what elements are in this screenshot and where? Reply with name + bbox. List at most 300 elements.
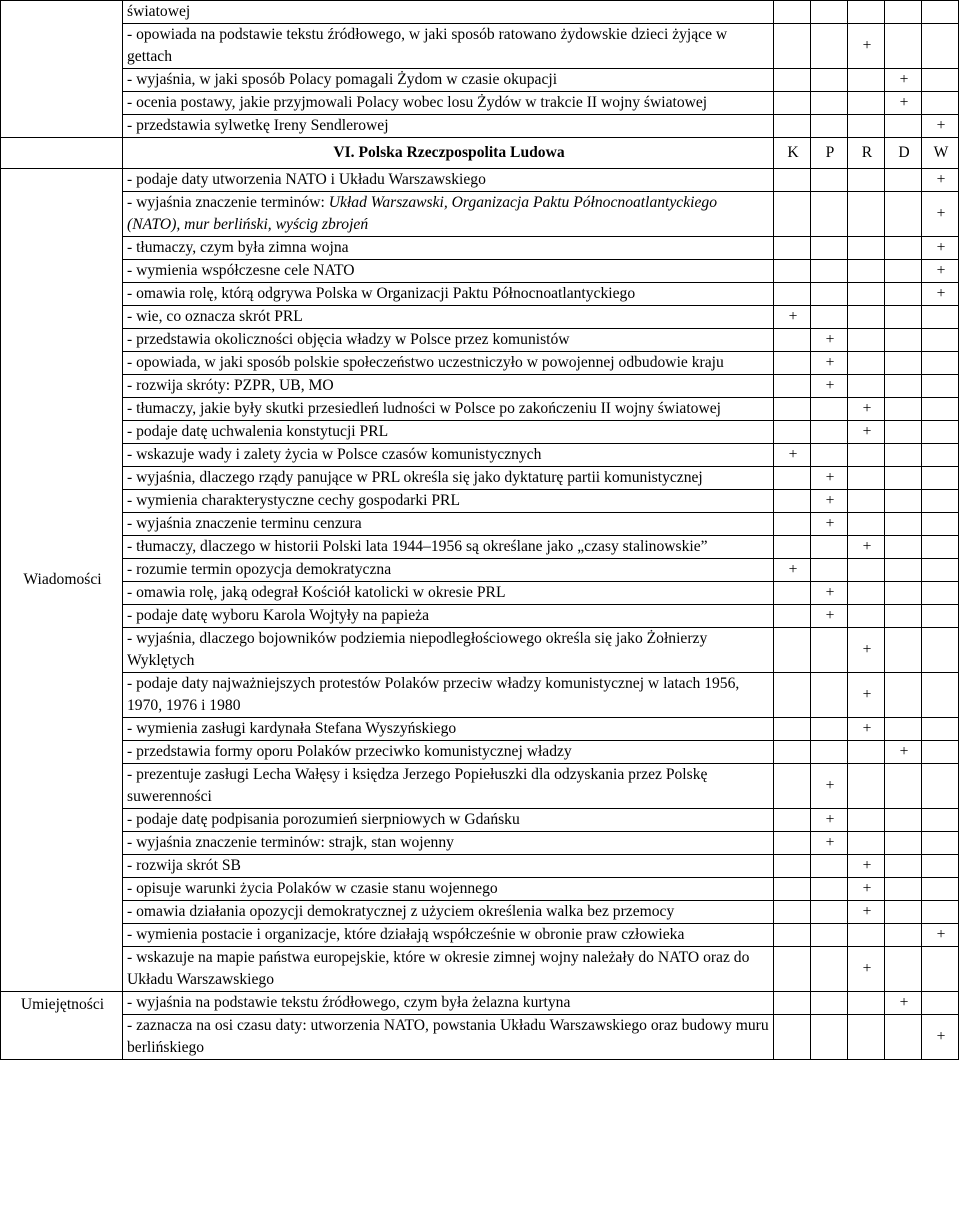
level-cell-r — [848, 260, 885, 283]
level-cell-r — [848, 421, 885, 444]
plus-mark: + — [899, 94, 909, 111]
level-cell-w — [922, 375, 959, 398]
level-cell-w — [922, 1, 959, 24]
table-row — [1, 69, 959, 92]
level-cell-k — [774, 878, 811, 901]
requirement-label: - tłumaczy, jakie były skutki przesiedleń ludności w Polsce po zakończeniu II wojny światowej — [127, 400, 721, 417]
plus-mark: + — [788, 446, 798, 463]
table-row — [1, 764, 959, 809]
table-row — [1, 467, 959, 490]
plus-mark: + — [862, 37, 872, 54]
requirement-label: - podaje datę podpisania porozumień sierpniowych w Gdańsku — [127, 811, 520, 828]
table-row — [1, 832, 959, 855]
level-cell-w — [922, 628, 959, 673]
level-cell-k — [774, 901, 811, 924]
requirement-text — [123, 947, 774, 992]
requirement-label: - ocenia postawy, jakie przyjmowali Polacy wobec losu Żydów w trakcie II wojny światowej — [127, 94, 708, 111]
level-cell-d — [885, 992, 922, 1015]
plus-mark: + — [788, 308, 798, 325]
plus-mark: + — [936, 171, 946, 188]
level-cell-k — [774, 559, 811, 582]
level-header-k: K — [774, 138, 811, 169]
plus-mark: + — [825, 777, 835, 794]
level-cell-r — [848, 1, 885, 24]
requirement-label: - omawia rolę, jaką odegrał Kościół katolicki w okresie PRL — [127, 584, 506, 601]
level-cell-w — [922, 237, 959, 260]
level-cell-p — [811, 69, 848, 92]
level-cell-w — [922, 444, 959, 467]
level-cell-r — [848, 24, 885, 69]
level-cell-w — [922, 306, 959, 329]
plus-mark: + — [825, 469, 835, 486]
table-row — [1, 901, 959, 924]
requirement-text — [123, 741, 774, 764]
requirement-text — [123, 421, 774, 444]
level-header-w: W — [922, 138, 959, 169]
requirement-text — [123, 628, 774, 673]
requirement-text — [123, 69, 774, 92]
requirement-label: - wymienia współczesne cele NATO — [127, 262, 355, 279]
level-cell-p — [811, 115, 848, 138]
table-row — [1, 352, 959, 375]
level-cell-w — [922, 809, 959, 832]
requirement-text — [123, 605, 774, 628]
level-cell-d — [885, 283, 922, 306]
level-cell-p — [811, 832, 848, 855]
requirement-label: - rozumie termin opozycja demokratyczna — [127, 561, 392, 578]
level-cell-d — [885, 855, 922, 878]
level-cell-p — [811, 490, 848, 513]
requirement-text — [123, 878, 774, 901]
level-cell-w — [922, 352, 959, 375]
level-cell-k — [774, 741, 811, 764]
level-cell-k — [774, 855, 811, 878]
requirement-label: - podaje datę uchwalenia konstytucji PRL — [127, 423, 389, 440]
level-cell-r — [848, 605, 885, 628]
plus-mark: + — [862, 538, 872, 555]
table-row — [1, 582, 959, 605]
requirement-text — [123, 444, 774, 467]
level-cell-d — [885, 237, 922, 260]
level-cell-p — [811, 718, 848, 741]
level-cell-d — [885, 559, 922, 582]
table-row — [1, 444, 959, 467]
level-cell-k — [774, 92, 811, 115]
requirement-text — [123, 115, 774, 138]
requirement-label: - wymienia postacie i organizacje, które działają współcześnie w obronie praw człowieka — [127, 926, 685, 943]
plus-mark: + — [899, 994, 909, 1011]
table-row — [1, 513, 959, 536]
level-cell-k — [774, 260, 811, 283]
level-cell-d — [885, 24, 922, 69]
table-row — [1, 628, 959, 673]
requirement-label: - wyjaśnia na podstawie tekstu źródłowego, czym była żelazna kurtyna — [127, 994, 571, 1011]
level-cell-d — [885, 605, 922, 628]
level-cell-w — [922, 69, 959, 92]
plus-mark: + — [825, 584, 835, 601]
requirement-text — [123, 92, 774, 115]
level-cell-r — [848, 855, 885, 878]
level-cell-p — [811, 764, 848, 809]
level-cell-d — [885, 92, 922, 115]
level-cell-p — [811, 237, 848, 260]
table-row — [1, 718, 959, 741]
requirement-label: - wyjaśnia, dlaczego bojowników podziemia niepodległościowego określa się jako Żołnierzy Wyklętych — [127, 630, 708, 669]
requirement-text — [123, 352, 774, 375]
table-row — [1, 741, 959, 764]
level-cell-r — [848, 628, 885, 673]
table-row — [1, 375, 959, 398]
level-cell-k — [774, 605, 811, 628]
level-cell-p — [811, 398, 848, 421]
level-cell-k — [774, 718, 811, 741]
level-cell-p — [811, 192, 848, 237]
level-cell-d — [885, 582, 922, 605]
level-cell-w — [922, 947, 959, 992]
plus-mark: + — [825, 834, 835, 851]
requirement-text — [123, 283, 774, 306]
plus-mark: + — [936, 285, 946, 302]
level-cell-w — [922, 878, 959, 901]
requirement-label: - opisuje warunki życia Polaków w czasie stanu wojennego — [127, 880, 498, 897]
table-row — [1, 924, 959, 947]
level-cell-w — [922, 901, 959, 924]
level-cell-d — [885, 375, 922, 398]
level-cell-r — [848, 467, 885, 490]
level-cell-k — [774, 628, 811, 673]
level-cell-k — [774, 467, 811, 490]
level-cell-p — [811, 741, 848, 764]
level-header-d: D — [885, 138, 922, 169]
level-cell-k — [774, 24, 811, 69]
level-cell-p — [811, 329, 848, 352]
table-row — [1, 536, 959, 559]
level-cell-r — [848, 901, 885, 924]
plus-mark: + — [862, 400, 872, 417]
level-cell-r — [848, 992, 885, 1015]
level-cell-k — [774, 192, 811, 237]
level-cell-r — [848, 741, 885, 764]
requirement-terms: Układ Warszawski, Organizacja Paktu Północnoatlantyckiego (NATO), mur berliński, wyścig zbrojeń — [127, 194, 717, 233]
table-row — [1, 329, 959, 352]
requirement-text — [123, 169, 774, 192]
level-cell-k — [774, 69, 811, 92]
requirement-text — [123, 536, 774, 559]
requirement-text — [123, 992, 774, 1015]
table-row — [1, 92, 959, 115]
level-cell-p — [811, 24, 848, 69]
level-cell-d — [885, 764, 922, 809]
level-cell-k — [774, 582, 811, 605]
level-header-r: R — [848, 138, 885, 169]
level-cell-w — [922, 741, 959, 764]
level-cell-w — [922, 398, 959, 421]
level-cell-w — [922, 764, 959, 809]
requirement-label: - rozwija skrót SB — [127, 857, 241, 874]
requirement-label: - wymienia charakterystyczne cechy gospodarki PRL — [127, 492, 460, 509]
requirement-text — [123, 306, 774, 329]
level-cell-d — [885, 741, 922, 764]
table-row — [1, 1, 959, 24]
table-row — [1, 192, 959, 237]
level-cell-p — [811, 283, 848, 306]
plus-mark: + — [936, 205, 946, 222]
plus-mark: + — [936, 239, 946, 256]
level-cell-r — [848, 673, 885, 718]
section-header-row — [1, 138, 959, 169]
level-cell-k — [774, 329, 811, 352]
level-cell-k — [774, 352, 811, 375]
level-cell-r — [848, 809, 885, 832]
level-cell-w — [922, 169, 959, 192]
level-cell-r — [848, 444, 885, 467]
level-cell-w — [922, 115, 959, 138]
level-cell-p — [811, 559, 848, 582]
plus-mark: + — [825, 492, 835, 509]
level-cell-d — [885, 718, 922, 741]
level-cell-k — [774, 832, 811, 855]
level-cell-w — [922, 855, 959, 878]
requirement-label: - opowiada na podstawie tekstu źródłowego, w jaki sposób ratowano żydowskie dzieci żyjące w gettach — [127, 26, 728, 65]
level-cell-w — [922, 421, 959, 444]
level-cell-r — [848, 559, 885, 582]
level-cell-w — [922, 24, 959, 69]
requirement-label: światowej — [127, 3, 191, 20]
requirement-label: - wyjaśnia znaczenie terminów: — [127, 194, 329, 211]
level-cell-d — [885, 513, 922, 536]
level-cell-k — [774, 283, 811, 306]
table-row — [1, 260, 959, 283]
level-cell-r — [848, 490, 885, 513]
level-cell-p — [811, 92, 848, 115]
plus-mark: + — [862, 423, 872, 440]
level-cell-p — [811, 673, 848, 718]
level-cell-w — [922, 536, 959, 559]
level-cell-k — [774, 421, 811, 444]
level-cell-r — [848, 1015, 885, 1060]
requirement-text — [123, 673, 774, 718]
plus-mark: + — [825, 607, 835, 624]
requirement-label: - wskazuje na mapie państwa europejskie, które w okresie zimnej wojny należały do NATO oraz do Układu Warszawskiego — [127, 949, 750, 988]
level-cell-w — [922, 283, 959, 306]
requirement-text — [123, 1015, 774, 1060]
level-cell-k — [774, 673, 811, 718]
level-cell-r — [848, 375, 885, 398]
table-row — [1, 947, 959, 992]
requirement-label: - omawia rolę, którą odgrywa Polska w Organizacji Paktu Północnoatlantyckiego — [127, 285, 636, 302]
requirement-text — [123, 764, 774, 809]
requirement-label: - omawia działania opozycji demokratycznej z użyciem określenia walka bez przemocy — [127, 903, 675, 920]
level-cell-r — [848, 536, 885, 559]
table-row — [1, 605, 959, 628]
level-cell-d — [885, 115, 922, 138]
level-cell-w — [922, 718, 959, 741]
level-cell-r — [848, 92, 885, 115]
level-cell-r — [848, 398, 885, 421]
level-cell-k — [774, 764, 811, 809]
requirement-text — [123, 1, 774, 24]
plus-mark: + — [825, 331, 835, 348]
level-cell-r — [848, 329, 885, 352]
level-cell-w — [922, 490, 959, 513]
level-cell-k — [774, 536, 811, 559]
table-row — [1, 559, 959, 582]
requirement-text — [123, 582, 774, 605]
level-cell-d — [885, 832, 922, 855]
requirement-label: - wie, co oznacza skrót PRL — [127, 308, 303, 325]
plus-mark: + — [936, 926, 946, 943]
requirement-label: - wyjaśnia, dlaczego rządy panujące w PRL określa się jako dyktaturę partii komunistycznej — [127, 469, 703, 486]
requirement-text — [123, 832, 774, 855]
requirement-label: - zaznacza na osi czasu daty: utworzenia NATO, powstania Układu Warszawskiego oraz budowy muru berlińskiego — [127, 1017, 769, 1056]
level-cell-p — [811, 169, 848, 192]
level-cell-r — [848, 69, 885, 92]
level-cell-p — [811, 352, 848, 375]
table-row — [1, 673, 959, 718]
plus-mark: + — [862, 720, 872, 737]
plus-mark: + — [788, 561, 798, 578]
category-cell-empty — [1, 1, 123, 138]
requirement-text — [123, 901, 774, 924]
level-cell-d — [885, 69, 922, 92]
requirement-label: - wymienia zasługi kardynała Stefana Wyszyńskiego — [127, 720, 457, 737]
level-cell-w — [922, 467, 959, 490]
level-cell-r — [848, 878, 885, 901]
requirement-label: - tłumaczy, czym była zimna wojna — [127, 239, 349, 256]
level-header-p: P — [811, 138, 848, 169]
plus-mark: + — [899, 743, 909, 760]
requirement-label: - wyjaśnia znaczenie terminów: strajk, stan wojenny — [127, 834, 454, 851]
level-cell-w — [922, 260, 959, 283]
level-cell-r — [848, 718, 885, 741]
header-category-cell — [1, 138, 123, 169]
level-cell-r — [848, 352, 885, 375]
level-cell-w — [922, 329, 959, 352]
requirement-text — [123, 924, 774, 947]
level-cell-k — [774, 1015, 811, 1060]
table-row — [1, 306, 959, 329]
level-cell-p — [811, 992, 848, 1015]
level-cell-p — [811, 878, 848, 901]
level-cell-p — [811, 513, 848, 536]
table-row — [1, 809, 959, 832]
requirement-text — [123, 718, 774, 741]
requirement-text — [123, 260, 774, 283]
table-row — [1, 992, 959, 1015]
level-cell-r — [848, 947, 885, 992]
level-cell-d — [885, 467, 922, 490]
plus-mark: + — [825, 515, 835, 532]
level-cell-k — [774, 809, 811, 832]
requirement-label: - podaje datę wyboru Karola Wojtyły na papieża — [127, 607, 429, 624]
level-cell-p — [811, 306, 848, 329]
level-cell-w — [922, 582, 959, 605]
level-cell-w — [922, 924, 959, 947]
level-cell-r — [848, 513, 885, 536]
level-cell-d — [885, 924, 922, 947]
requirement-text — [123, 809, 774, 832]
table-row — [1, 237, 959, 260]
level-cell-k — [774, 237, 811, 260]
level-cell-w — [922, 673, 959, 718]
level-cell-p — [811, 421, 848, 444]
category-knowledge: Wiadomości — [1, 169, 123, 992]
plus-mark: + — [825, 377, 835, 394]
level-cell-k — [774, 947, 811, 992]
level-cell-d — [885, 1, 922, 24]
requirement-text — [123, 398, 774, 421]
level-cell-d — [885, 901, 922, 924]
plus-mark: + — [862, 641, 872, 658]
level-cell-d — [885, 306, 922, 329]
requirement-label: - wyjaśnia, w jaki sposób Polacy pomagali Żydom w czasie okupacji — [127, 71, 558, 88]
level-cell-k — [774, 513, 811, 536]
level-cell-k — [774, 115, 811, 138]
level-cell-p — [811, 467, 848, 490]
requirement-label: - podaje daty utworzenia NATO i Układu Warszawskiego — [127, 171, 486, 188]
plus-mark: + — [936, 117, 946, 134]
level-cell-w — [922, 92, 959, 115]
level-cell-k — [774, 375, 811, 398]
requirement-text — [123, 329, 774, 352]
level-cell-d — [885, 352, 922, 375]
level-cell-p — [811, 605, 848, 628]
table-row — [1, 1015, 959, 1060]
plus-mark: + — [862, 880, 872, 897]
plus-mark: + — [825, 811, 835, 828]
level-cell-r — [848, 169, 885, 192]
level-cell-w — [922, 605, 959, 628]
requirement-text — [123, 467, 774, 490]
level-cell-w — [922, 832, 959, 855]
level-cell-r — [848, 115, 885, 138]
requirement-label: - tłumaczy, dlaczego w historii Polski lata 1944–1956 są określane jako „czasy stalinowskie” — [127, 538, 708, 555]
level-cell-d — [885, 421, 922, 444]
level-cell-d — [885, 628, 922, 673]
table-row — [1, 490, 959, 513]
level-cell-r — [848, 832, 885, 855]
level-cell-p — [811, 582, 848, 605]
plus-mark: + — [862, 903, 872, 920]
level-cell-w — [922, 992, 959, 1015]
requirement-label: - przedstawia sylwetkę Ireny Sendlerowej — [127, 117, 389, 134]
level-cell-d — [885, 809, 922, 832]
level-cell-p — [811, 924, 848, 947]
level-cell-k — [774, 1, 811, 24]
requirement-text — [123, 24, 774, 69]
requirement-label: - prezentuje zasługi Lecha Wałęsy i księdza Jerzego Popiełuszki dla odzyskania przez Polskę suwerenności — [127, 766, 708, 805]
level-cell-r — [848, 764, 885, 809]
level-cell-p — [811, 536, 848, 559]
plus-mark: + — [825, 354, 835, 371]
requirement-text — [123, 490, 774, 513]
level-cell-w — [922, 192, 959, 237]
level-cell-k — [774, 444, 811, 467]
plus-mark: + — [862, 857, 872, 874]
level-cell-w — [922, 513, 959, 536]
requirement-text — [123, 237, 774, 260]
plus-mark: + — [899, 71, 909, 88]
level-cell-p — [811, 375, 848, 398]
level-cell-d — [885, 878, 922, 901]
level-cell-w — [922, 1015, 959, 1060]
requirement-label: - opowiada, w jaki sposób polskie społeczeństwo uczestniczyło w powojennej odbudowie kraju — [127, 354, 724, 371]
requirement-text — [123, 513, 774, 536]
level-cell-d — [885, 260, 922, 283]
level-cell-d — [885, 444, 922, 467]
level-cell-d — [885, 329, 922, 352]
requirement-label: - rozwija skróty: PZPR, UB, MO — [127, 377, 334, 394]
